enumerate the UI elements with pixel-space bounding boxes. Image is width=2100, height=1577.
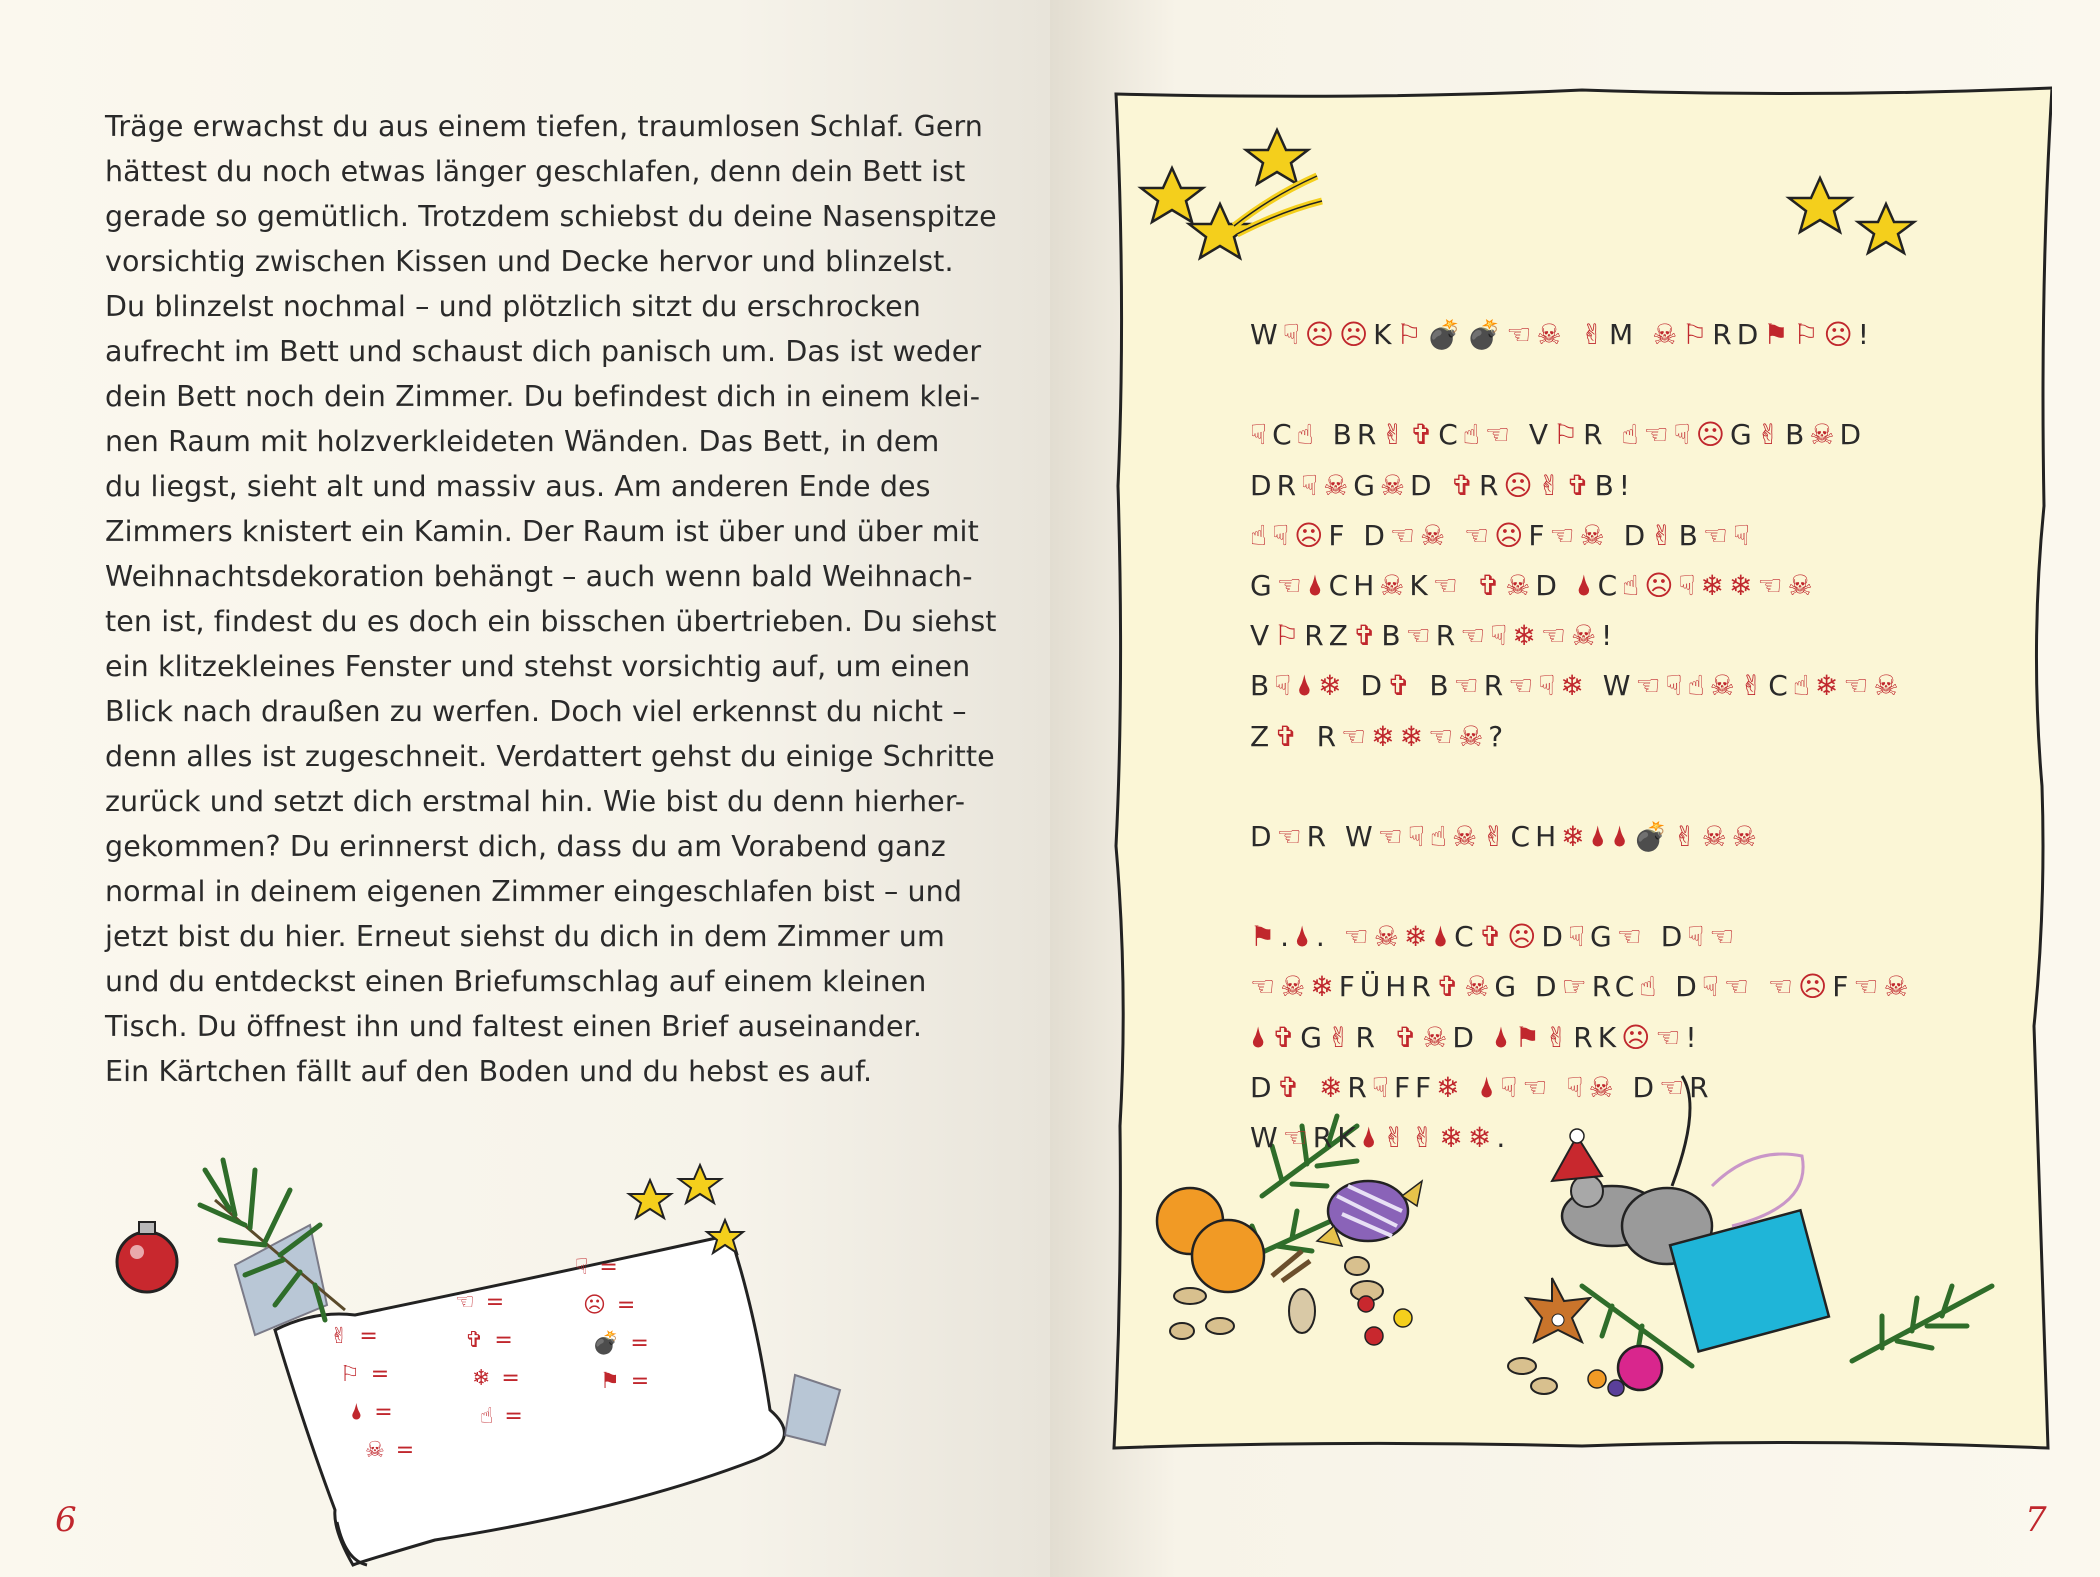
story-line: normal in deinem eigenen Zimmer eingeschlafen bist – und bbox=[105, 875, 963, 908]
key-entry: ⚑ = bbox=[600, 1369, 652, 1394]
letter-blank-line bbox=[1250, 862, 1970, 912]
story-text bbox=[105, 104, 997, 1094]
story-line: du liegst, sieht alt und massiv aus. Am anderen Ende des bbox=[105, 470, 931, 503]
story-line: gerade so gemütlich. Trotzdem schiebst du deine Nasenspitze bbox=[105, 200, 997, 233]
letter-line: ☟C☝ BR✌✞C☝☜ V⚐R ☝☜☟☹G✌B☠D bbox=[1250, 418, 1866, 452]
story-line: Weihnachtsdekoration behängt – auch wenn bald Weihnach- bbox=[105, 560, 973, 593]
key-entry: 🌢 = bbox=[350, 1400, 395, 1425]
letter-line: DR☟☠G☠D ✞R☹✌✞B! bbox=[1250, 468, 1636, 502]
key-entry: ☝ = bbox=[480, 1404, 525, 1429]
letter-blank-line bbox=[1250, 360, 1970, 410]
key-entry: 💣 = bbox=[592, 1331, 651, 1356]
letter-line: G☜🌢CH☠K☜ ✞☠D 🌢C☝☹☟❄❄☜☠ bbox=[1250, 568, 1818, 602]
key-entry: ❄ = bbox=[472, 1366, 522, 1391]
story-line: denn alles ist zugeschneit. Verdattert gehst du einige Schritte bbox=[105, 740, 995, 773]
letter-line: ☜☠❄FÜHR✞☠G D☞RC☝ D☟☜ ☜☹F☜☠ bbox=[1250, 970, 1914, 1004]
letter-line: D✞ ❄R☟FF❄ 🌢☟☜ ☟☠ D☜R bbox=[1250, 1070, 1714, 1104]
letter-line: V⚐RZ✞B☜R☜☟❄☜☠! bbox=[1250, 619, 1618, 653]
story-line: Träge erwachst du aus einem tiefen, traumlosen Schlaf. Gern bbox=[105, 110, 983, 143]
story-line: zurück und setzt dich erstmal hin. Wie bist du denn hierher- bbox=[105, 785, 966, 818]
page-number-left: 6 bbox=[55, 1500, 77, 1540]
coded-letter bbox=[1250, 310, 1970, 1163]
page-number-right: 7 bbox=[2025, 1500, 2047, 1540]
letter-blank-line bbox=[1250, 762, 1970, 812]
story-line: hättest du noch etwas länger geschlafen, denn dein Bett ist bbox=[105, 155, 966, 188]
letter-line: W☜RK🌢✌✌❄❄. bbox=[1250, 1121, 1511, 1154]
letter-line: Z✞ R☜❄❄☜☠? bbox=[1250, 719, 1509, 753]
letter-line: W☟☹☹K⚐💣💣☜☠ ✌M ☠⚐RD⚑⚐☹! bbox=[1250, 318, 1874, 351]
story-line: Zimmers knistert ein Kamin. Der Raum ist über und über mit bbox=[105, 515, 979, 548]
story-line: Du blinzelst nochmal – und plötzlich sitzt du erschrocken bbox=[105, 290, 921, 323]
story-line: und du entdeckst einen Briefumschlag auf einem kleinen bbox=[105, 965, 927, 998]
story-line: nen Raum mit holzverkleideten Wänden. Das Bett, in dem bbox=[105, 425, 940, 458]
story-line: Ein Kärtchen fällt auf den Boden und du hebst es auf. bbox=[105, 1055, 873, 1088]
letter-line: D☜R W☜☟☝☠✌CH❄🌢🌢💣✌☠☠ bbox=[1250, 819, 1762, 853]
key-entry: ☟ = bbox=[575, 1255, 620, 1280]
story-line: Blick nach draußen zu werfen. Doch viel erkennst du nicht – bbox=[105, 695, 967, 728]
story-line: dein Bett noch dein Zimmer. Du befindest dich in einem klei- bbox=[105, 380, 981, 413]
key-entry: ☜ = bbox=[455, 1290, 507, 1315]
story-line: Tisch. Du öffnest ihn und faltest einen Brief auseinander. bbox=[105, 1010, 922, 1043]
story-line: ten ist, findest du es doch ein bisschen übertrieben. Du siehst bbox=[105, 605, 997, 638]
story-line: vorsichtig zwischen Kissen und Decke hervor und blinzelst. bbox=[105, 245, 954, 278]
key-entry: ☹ = bbox=[583, 1293, 638, 1318]
story-line: ein klitzekleines Fenster und stehst vorsichtig auf, um einen bbox=[105, 650, 971, 683]
story-line: aufrecht im Bett und schaust dich panisch um. Das ist weder bbox=[105, 335, 982, 368]
key-entry: ✌ = bbox=[330, 1324, 380, 1349]
letter-line: B☟🌢❄ D✞ B☜R☜☟❄ W☜☟☝☠✌C☝❄☜☠ bbox=[1250, 669, 1904, 703]
story-line: jetzt bist du hier. Erneut siehst du dich in dem Zimmer um bbox=[105, 920, 945, 953]
key-entry: ⚐ = bbox=[340, 1362, 392, 1387]
key-entry: ✞ = bbox=[465, 1328, 515, 1353]
story-line: gekommen? Du erinnerst dich, dass du am Vorabend ganz bbox=[105, 830, 946, 863]
key-entry: ☠ = bbox=[365, 1438, 417, 1463]
letter-line: ⚑.🌢. ☜☠❄🌢C✞☹D☟G☜ D☟☜ bbox=[1250, 920, 1740, 954]
letter-line: ☝☟☹F D☜☠ ☜☹F☜☠ D✌B☜☟ bbox=[1250, 518, 1755, 552]
letter-line: 🌢✞G✌R ✞☠D 🌢⚑✌RK☹☜! bbox=[1250, 1020, 1702, 1054]
